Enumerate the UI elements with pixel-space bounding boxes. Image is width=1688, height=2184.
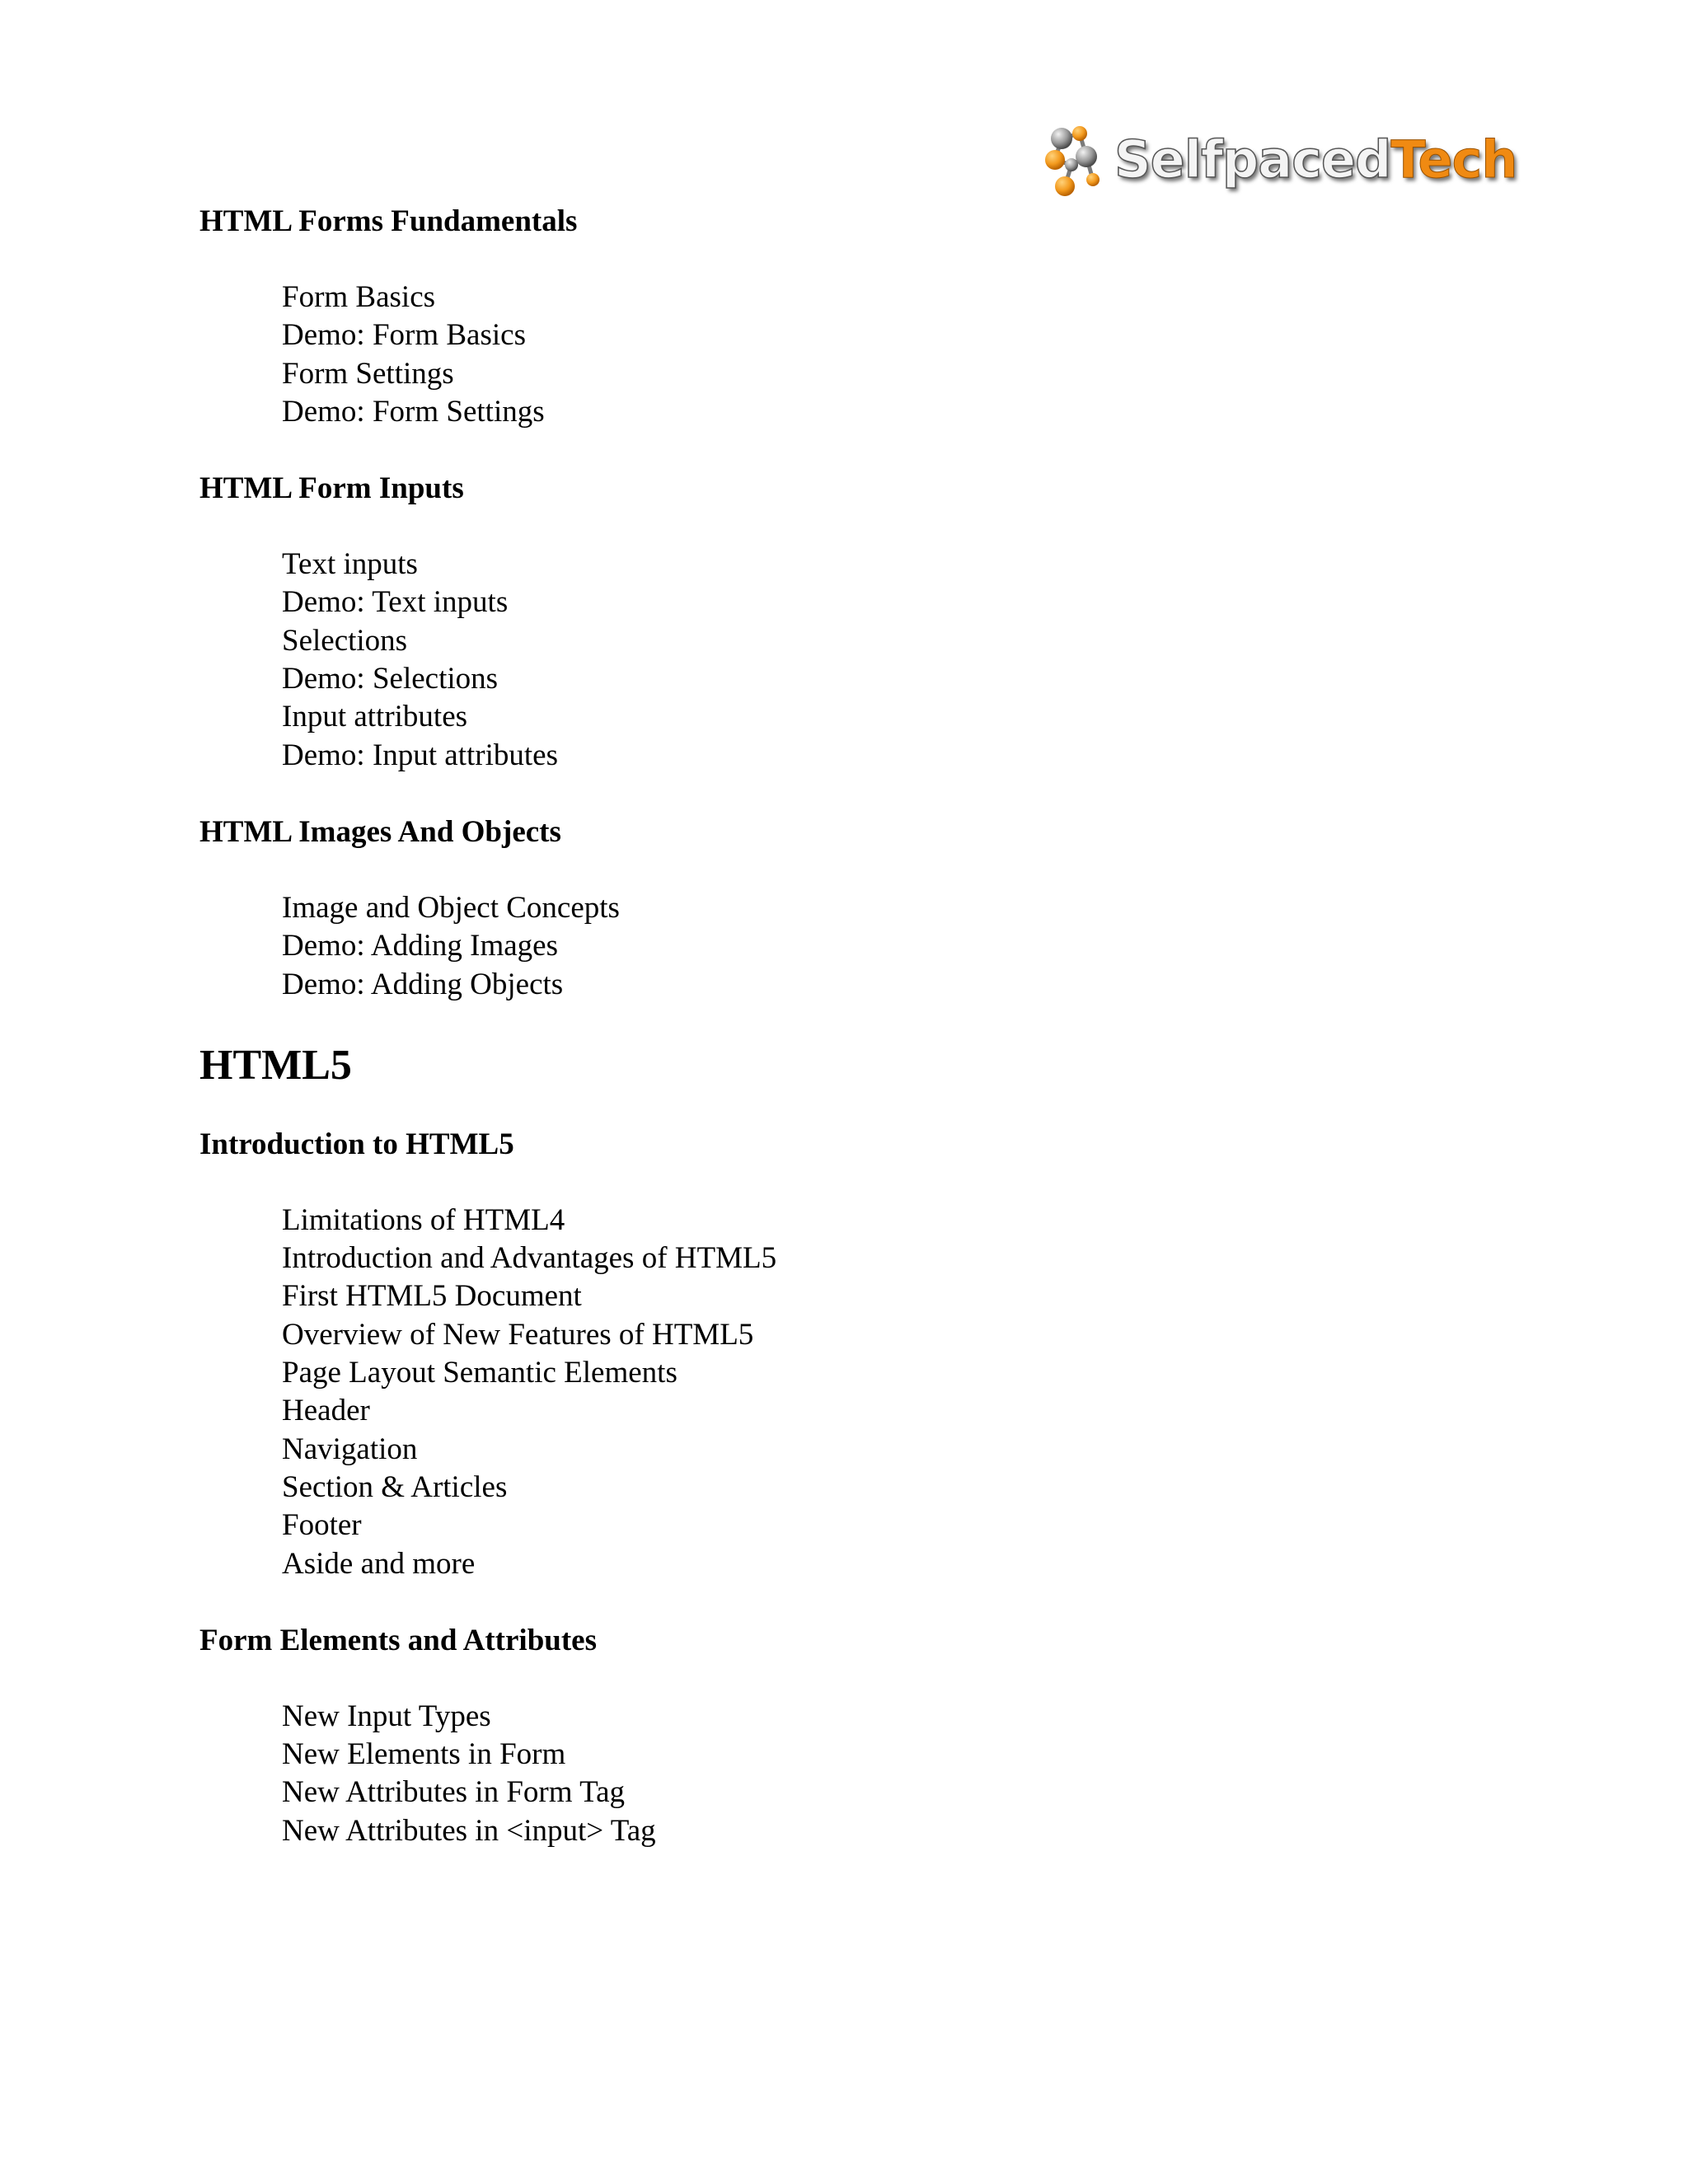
topic-item: Aside and more bbox=[282, 1546, 476, 1581]
topic-list bbox=[199, 279, 1601, 431]
topic-list bbox=[199, 546, 1601, 775]
section-title: HTML Form Inputs bbox=[199, 471, 464, 506]
topic-item: New Input Types bbox=[282, 1699, 491, 1733]
topic-item: Limitations of HTML4 bbox=[282, 1202, 565, 1237]
topic-item: Form Settings bbox=[282, 356, 454, 391]
logo-text-tech: Tech bbox=[1390, 129, 1517, 190]
topic-item: Text inputs bbox=[282, 547, 418, 582]
part-title: HTML5 bbox=[199, 1041, 352, 1089]
topic-list bbox=[199, 889, 1601, 1004]
topic-item: New Attributes in Form Tag bbox=[282, 1775, 626, 1810]
molecule-logo-icon bbox=[1037, 114, 1109, 204]
topic-item: Demo: Input attributes bbox=[282, 738, 558, 772]
topic-item: New Elements in Form bbox=[282, 1737, 566, 1772]
topic-item: Section & Articles bbox=[282, 1469, 508, 1504]
topic-item: Header bbox=[282, 1394, 370, 1428]
topic-item: Demo: Selections bbox=[282, 662, 499, 696]
topic-item: Demo: Adding Objects bbox=[282, 967, 564, 1001]
topic-item: Demo: Text inputs bbox=[282, 585, 509, 620]
logo-wordmark bbox=[1114, 129, 1517, 190]
topic-item: Input attributes bbox=[282, 700, 468, 734]
topic-item: Footer bbox=[282, 1508, 362, 1543]
course-outline bbox=[199, 203, 1601, 1850]
topic-item: First HTML5 Document bbox=[282, 1279, 582, 1314]
topic-item: Demo: Adding Images bbox=[282, 929, 559, 963]
topic-list bbox=[199, 1202, 1601, 1583]
topic-item: Introduction and Advantages of HTML5 bbox=[282, 1241, 777, 1276]
section-title: HTML Images And Objects bbox=[199, 814, 561, 849]
topic-item: Demo: Form Settings bbox=[282, 394, 545, 429]
topic-list bbox=[199, 1698, 1601, 1850]
topic-item: Image and Object Concepts bbox=[282, 890, 620, 925]
logo-text-selfpaced: Selfpaced bbox=[1114, 129, 1391, 190]
section-title: Form Elements and Attributes bbox=[199, 1623, 597, 1657]
selfpacedtech-logo bbox=[1037, 114, 1517, 204]
topic-item: New Attributes in <input> Tag bbox=[282, 1813, 656, 1848]
section-title: HTML Forms Fundamentals bbox=[199, 204, 578, 238]
topic-item: Form Basics bbox=[282, 280, 436, 314]
topic-item: Navigation bbox=[282, 1432, 418, 1466]
topic-item: Page Layout Semantic Elements bbox=[282, 1356, 678, 1390]
topic-item: Selections bbox=[282, 623, 408, 658]
topic-item: Overview of New Features of HTML5 bbox=[282, 1317, 754, 1352]
topic-item: Demo: Form Basics bbox=[282, 318, 526, 353]
section-title: Introduction to HTML5 bbox=[199, 1127, 514, 1161]
